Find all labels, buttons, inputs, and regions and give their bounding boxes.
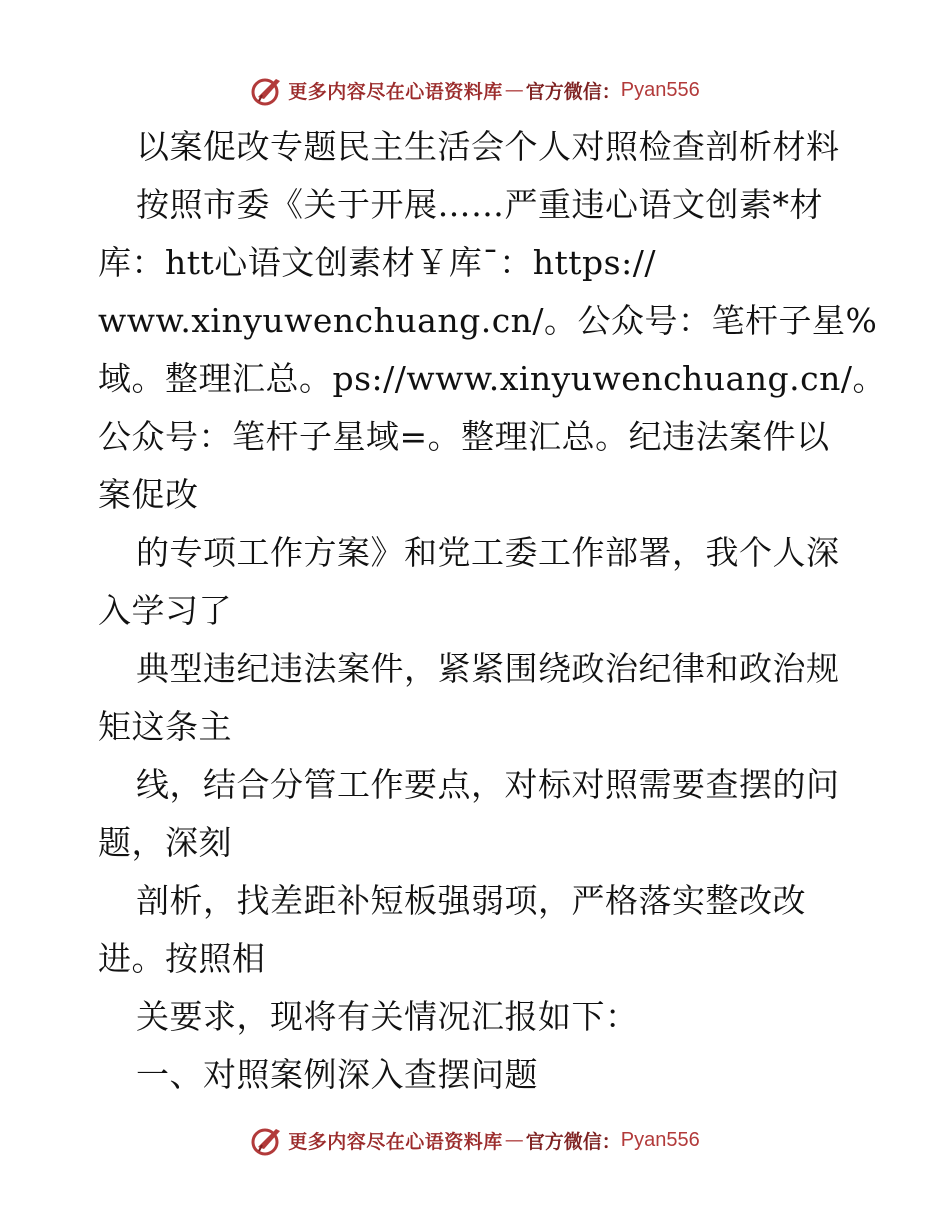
paragraph-line: 题，深刻: [98, 823, 232, 862]
paragraph-line: 库：htt心语文创素材￥库¯：https://: [98, 243, 656, 282]
paragraph-line: 进。按照相: [98, 939, 266, 978]
paragraph-line: 按照市委《关于开展……严重违心语文创素*材: [136, 185, 823, 224]
paragraph-line: 典型违纪违法案件，紧紧围绕政治纪律和政治规: [136, 649, 840, 688]
watermark-label: 官方微信：: [525, 80, 621, 103]
paragraph-line: 入学习了: [98, 591, 232, 630]
paragraph-line: 关要求，现将有关情况汇报如下：: [136, 997, 639, 1036]
paragraph-line: 矩这条主: [98, 707, 232, 746]
paragraph-line: 域。整理汇总。ps://www.xinyuwenchuang.cn/。: [98, 359, 886, 398]
watermark-id: Pyan556: [620, 1128, 700, 1151]
watermark-text: 更多内容尽在心语资料库: [288, 1130, 503, 1153]
paragraph-line: www.xinyuwenchuang.cn/。公众号：笔杆子星%: [98, 301, 878, 340]
watermark-separator: —: [504, 79, 524, 101]
document-body: [98, 118, 886, 1104]
quill-logo-icon: [250, 1123, 284, 1157]
footer-watermark: [0, 1120, 950, 1160]
paragraph-line: 公众号：笔杆子星域=。整理汇总。纪违法案件以: [98, 417, 830, 456]
paragraph-line: 案促改: [98, 475, 199, 514]
paragraph-line: 线，结合分管工作要点，对标对照需要查摆的问: [136, 765, 840, 804]
section-heading: 一、对照案例深入查摆问题: [136, 1055, 538, 1094]
watermark-id: Pyan556: [620, 78, 700, 101]
document-title: 以案促改专题民主生活会个人对照检查剖析材料: [136, 127, 840, 166]
paragraph-line: 的专项工作方案》和党工委工作部署，我个人深: [136, 533, 840, 572]
quill-logo-icon: [250, 73, 284, 107]
paragraph-line: 剖析，找差距补短板强弱项，严格落实整改改: [136, 881, 806, 920]
watermark-label: 官方微信：: [525, 1130, 621, 1153]
watermark-text: 更多内容尽在心语资料库: [288, 80, 503, 103]
header-watermark: [0, 70, 950, 110]
watermark-separator: —: [504, 1129, 524, 1151]
